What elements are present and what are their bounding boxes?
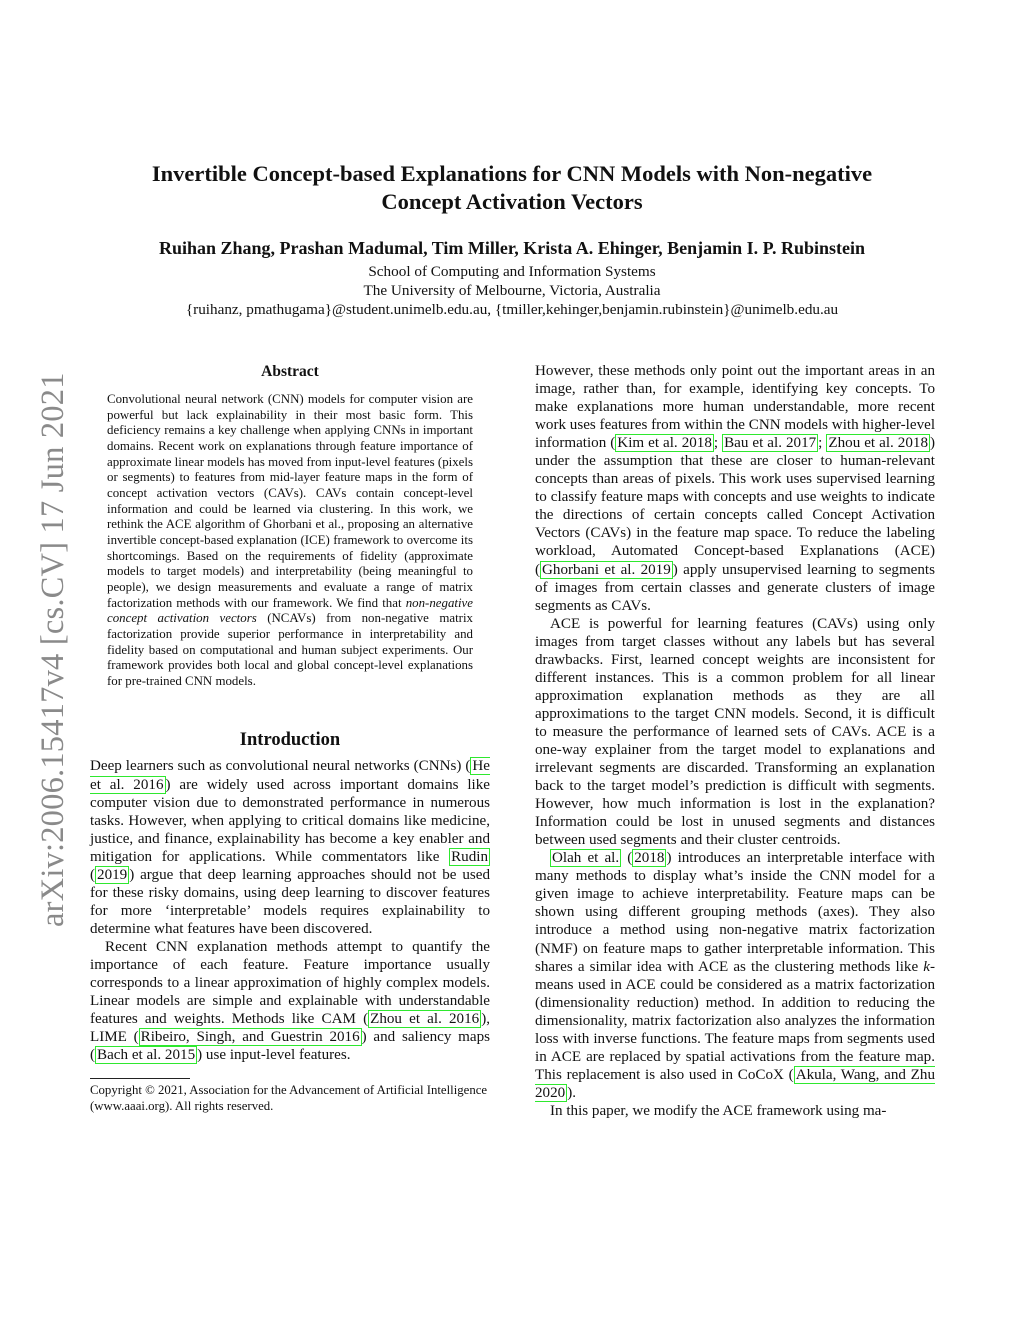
copyright-footnote: Copyright © 2021, Association for the Advancement of Artificial Intelligence (www.aaai.org). All rights reserved. <box>90 1083 488 1113</box>
text-run: -means used in ACE could be considered as a matrix factorization (dimensionality reduction) method. In addition to reducing the dimensionality, matrix factorization also analyzes the information loss with inverse functions. The feature maps from segments used in ACE are replaced by spatial activations from the feature map. This replacement is also used in CoCoX ( <box>535 958 935 1083</box>
text-run: ) under the assumption that these are closer to human-relevant concepts than areas of pixels. This work uses supervised learning to classify feature maps with concepts and use weights to indicate the directions of certain concepts called Concept Activation Vectors (CAVs) in the feature map space. To reduce the labeling workload, Automated Concept-based Explanations (ACE) ( <box>535 435 936 578</box>
text-run: ( <box>621 850 633 867</box>
intro-paragraph-1 <box>90 757 490 937</box>
text-run: Recent CNN explanation methods attempt to quantify the importance of each feature. Feature importance usually corresponds to a linear approximation of highly complex models. Linear models are simple and explainable with understandable features and weights. Methods like CAM ( <box>90 938 490 1028</box>
affiliation-emails: {ruihanz, pmathugama}@student.unimelb.edu.au, {tmiller,kehinger,benjamin.rubinstein}@unimelb.edu.au <box>185 301 839 318</box>
text-run: ( <box>90 866 96 883</box>
text-run: ) introduces an interpretable interface with many methods to display what’s inside the CNN model for a given image to achieve interpretability. Feature maps can be shown using different grouping methods (axes). They also introduce a method using non-negative matrix factorization (NMF) on feature maps to gather interpretable information. This shares a similar idea with ACE as the clustering methods like <box>535 850 935 975</box>
citation-link[interactable]: Zhou et al. 2018 <box>828 435 928 452</box>
abstract-italic-term: non-negative concept activation vectors <box>107 595 473 626</box>
right-paragraph-3 <box>535 849 935 1102</box>
citation-link[interactable]: Ribeiro, Singh, and Guestrin 2016 <box>140 1029 360 1046</box>
author-list: Ruihan Zhang, Prashan Madumal, Tim Miller, Krista A. Ehinger, Benjamin I. P. Rubinstein <box>159 238 865 258</box>
abstract-text-a: Convolutional neural network (CNN) models for computer vision are powerful but lack explainability in their most basic form. This deficiency remains a key challenge when applying CNNs in important domains. Recent work on explanations through feature importance of approximate linear models has moved from input-level features (pixels or segments) to features from mid-layer feature maps in the form of concept activation vectors (CAVs). CAVs contain concept-level information and could be learned via clustering. In this work, we rethink the ACE algorithm of Ghorbani et al., proposing an alternative invertible concept-based explanation (ICE) framework to overcome its shortcomings. Based on the requirements of fidelity (approximate models to target models) and interpretability (being meaningful to people), we design measurements and evaluate a range of matrix factorization methods with our framework. We find that <box>107 392 473 610</box>
text-run: ) are widely used across important domains like computer vision due to demonstrated performance in numerous tasks. However, when applying to critical domains like medicine, justice, and finance, explainability has become a key enabler and mitigation for applications. While commentators like <box>90 776 490 865</box>
abstract-heading: Abstract <box>261 363 319 380</box>
text-run: ) apply unsupervised learning to segments of images from certain classes and generate clusters of image segments as CAVs. <box>535 561 935 614</box>
right-paragraph-4: In this paper, we modify the ACE framework using ma- <box>550 1102 887 1119</box>
intro-paragraph-2 <box>90 938 490 1064</box>
left-column <box>90 362 490 1114</box>
citation-link[interactable]: 2019 <box>97 866 128 883</box>
text-run: ) and saliency maps ( <box>90 1029 490 1064</box>
arxiv-side-label: arXiv:2006.15417v4 [cs.CV] 17 Jun 2021 <box>35 372 71 928</box>
citation-link[interactable]: 2018 <box>634 850 665 867</box>
citation-link[interactable]: Zhou et al. 2016 <box>370 1011 480 1028</box>
citation-link[interactable]: He et al. 2016 <box>90 758 490 793</box>
citation-link[interactable]: Akula, Wang, and Zhu 2020 <box>535 1066 935 1101</box>
right-paragraph-1 <box>535 362 935 615</box>
citation-link[interactable]: Olah et al. <box>552 850 620 867</box>
text-run: ) use input-level features. <box>197 1047 351 1064</box>
text-run: ; <box>713 435 723 452</box>
text-run: ; <box>818 435 827 452</box>
affiliation-school: School of Computing and Information Systems <box>368 263 656 280</box>
title-line-2: Concept Activation Vectors <box>381 189 643 214</box>
right-column <box>535 362 935 1120</box>
right-paragraph-2: ACE is powerful for learning features (CAVs) using only images from target classes without any labels but has several drawbacks. First, learned concept weights are inconsistent for different instances. This is a common problem for all linear approximation explanation methods as they are all approximations to the target CNN models. Second, it is difficult to measure the performance of learned sets of CAVs. ACE is a one-way explainer from the target model to explanations and irrelevant segments are discarded. Transforming an explanation back to the target model’s prediction is difficult with segments. However, how much information is lost in the explanation? Information could be lost in unused segments and distances between used segments and their cluster centroids. <box>535 615 935 849</box>
text-run: ), LIME ( <box>90 1011 490 1046</box>
abstract-text-b: (NCAVs) from non-negative matrix factorization provide superior performance in interpretability and fidelity based on computational and human subject experiments. Our framework provides both local and global concept-level explanations for pre-trained CNN models. <box>107 611 473 688</box>
text-run: ). <box>567 1084 576 1101</box>
text-run: However, these methods only point out the important areas in an image, rather than, for example, identifying key concepts. To make explanations more human understandable, more recent work uses features from within the CNN models with higher-level information ( <box>535 363 936 452</box>
paper-title <box>80 160 944 216</box>
text-run: ) argue that deep learning approaches should not be used for these risky domains, using deep learning to discover features for more ‘interpretable’ models requires explainability to determine what features have been discovered. <box>90 866 490 937</box>
math-variable-k: k <box>923 958 930 975</box>
citation-link[interactable]: Rudin <box>451 848 488 865</box>
citation-link[interactable]: Bach et al. 2015 <box>97 1047 196 1064</box>
introduction-heading: Introduction <box>239 730 341 751</box>
title-line-1: Invertible Concept-based Explanations for CNN Models with Non-negative <box>151 161 873 186</box>
footnote-rule <box>90 1078 190 1079</box>
affiliation-university: The University of Melbourne, Victoria, Australia <box>363 282 661 299</box>
abstract-text <box>107 392 473 689</box>
citation-link[interactable]: Bau et al. 2017 <box>724 435 817 452</box>
citation-link[interactable]: Kim et al. 2018 <box>617 435 712 452</box>
text-run: Deep learners such as convolutional neural networks (CNNs) ( <box>90 758 471 775</box>
citation-link[interactable]: Ghorbani et al. 2019 <box>542 561 671 578</box>
